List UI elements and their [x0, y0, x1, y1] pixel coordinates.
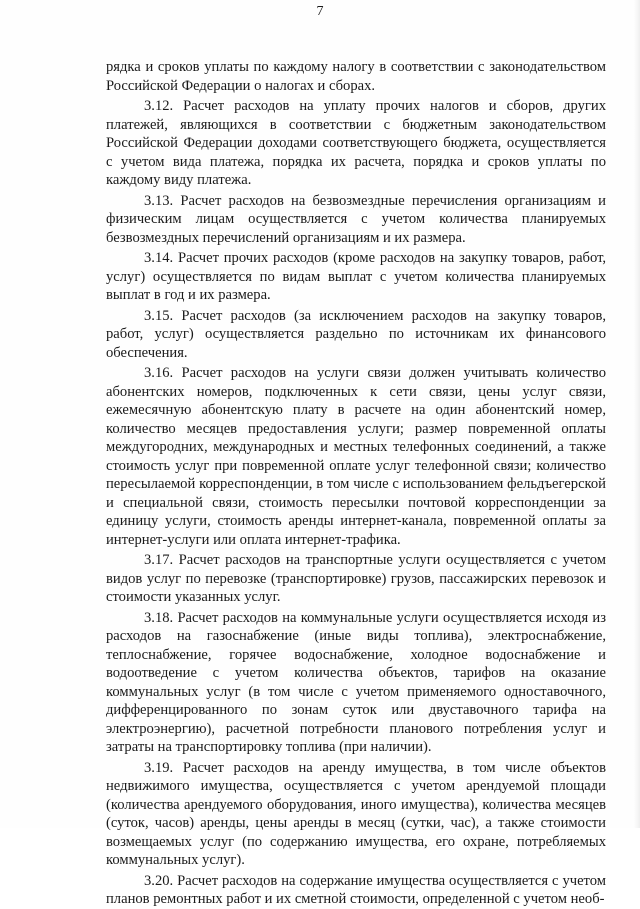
paragraph-3-13: 3.13. Расчет расходов на безвозмездные перечисления организациям и физическим лицам осуществляется с учетом количества планируемых безвозмездных перечислений организациям и их размера.	[106, 192, 606, 246]
paragraph-3-19: 3.19. Расчет расходов на аренду имущества, в том числе объектов недвижимого имущества, осуществляется с учетом арендуемой площади (количества арендуемого оборудования, иного имущества), количества месяцев (суток, часов) аренды, цены аренды в месяц (сутки, час), а также стоимости возмещаемых услуг (по содержанию имущества, его охране, потребляемых коммунальных услуг).	[106, 759, 606, 868]
paragraph-3-16: 3.16. Расчет расходов на услуги связи должен учитывать количество абонентских номеров, подключенных к сети связи, цены услуг связи, ежемесячную абонентскую плату в расчете на один абонентский номер, количество месяцев предоставления услуги; размер повременной оплаты междугородних, международных и местных телефонных соединений, а также стоимость услуг при повременной оплате услуг телефонной связи; количество пересылаемой корреспонденции, в том числе с использованием фельдъегерской и специальной связи, стоимость пересылки почтовой корреспонденции за единицу услуги, стоимость аренды интернет-канала, повременной оплаты за интернет-услуги или оплата интернет-трафика.	[106, 365, 606, 548]
paragraph-3-18: 3.18. Расчет расходов на коммунальные услуги осуществляется исходя из расходов на газоснабжение (иные виды топлива), электроснабжение, теплоснабжение, горячее водоснабжение, холодное водоснабжение и водоотведение с учетом количества объектов, тарифов на оказание коммунальных услуг (в том числе с учетом применяемого одноставочного, дифференцированного по зонам суток или двуставочного тарифа на электроэнергию), расчетной потребности планового потребления услуг и затраты на транспортировку топлива (при наличии).	[106, 609, 606, 755]
paragraph-continuation: рядка и сроков уплаты по каждому налогу в соответствии с законодательством Российской Федерации о налогах и сборах.	[106, 59, 606, 94]
paragraph-3-12: 3.12. Расчет расходов на уплату прочих налогов и сборов, других платежей, являющихся в соответствии с бюджетным законодательством Российской Федерации доходами соответствующего бюджета, осуществляется с учетом вида платежа, порядка их расчета, порядка и сроков уплаты по каждому виду платежа.	[106, 98, 606, 188]
document-body	[106, 58, 606, 909]
paragraph-3-14: 3.14. Расчет прочих расходов (кроме расходов на закупку товаров, работ, услуг) осуществляется по видам выплат с учетом количества планируемых выплат в год и их размера.	[106, 250, 606, 303]
paragraph-3-20: 3.20. Расчет расходов на содержание имущества осуществляется с учетом планов ремонтных работ и их сметной стоимости, определенной с учетом необ-	[106, 872, 606, 907]
paragraph-3-17: 3.17. Расчет расходов на транспортные услуги осуществляется с учетом видов услуг по перевозке (транспортировке) грузов, пассажирских перевозок и стоимости указанных услуг.	[106, 552, 606, 605]
paragraph-3-15: 3.15. Расчет расходов (за исключением расходов на закупку товаров, работ, услуг) осуществляется раздельно по источникам их финансового обеспечения.	[106, 307, 606, 361]
page-edge-shadow	[634, 0, 640, 828]
page-number: 7	[316, 4, 324, 19]
